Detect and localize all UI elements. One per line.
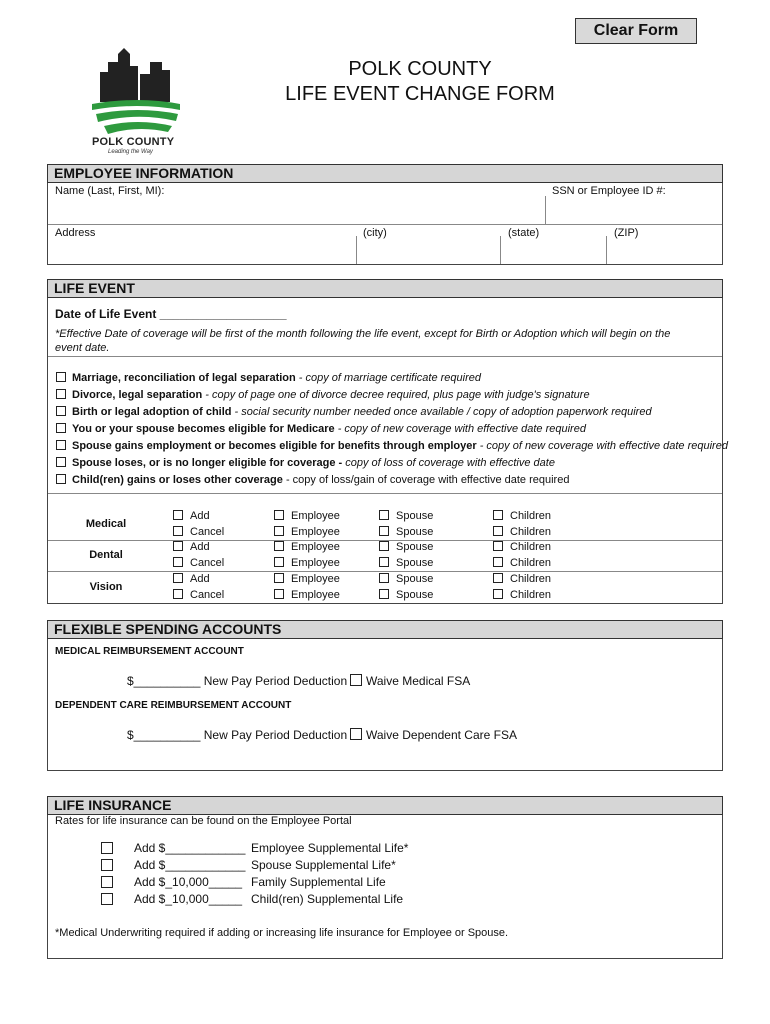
vision-cancel[interactable]: Cancel: [173, 589, 224, 601]
dental-cancel[interactable]: Cancel: [173, 557, 224, 569]
vision-add[interactable]: Add: [173, 573, 210, 585]
life-event-item[interactable]: Spouse loses, or is no longer eligible for coverage - copy of loss of coverage with effective date: [56, 457, 555, 469]
medical-fsa-title: MEDICAL REIMBURSEMENT ACCOUNT: [55, 646, 244, 657]
life-event-item[interactable]: You or your spouse becomes eligible for Medicare - copy of new coverage with effective date required: [56, 423, 586, 435]
checkbox[interactable]: [101, 893, 113, 905]
clear-form-button[interactable]: Clear Form: [575, 18, 697, 44]
name-row-line: [48, 224, 722, 225]
checkbox[interactable]: [56, 406, 66, 416]
checkbox[interactable]: [56, 440, 66, 450]
dental-add-employee[interactable]: Employee: [274, 541, 340, 553]
life-event-item[interactable]: Birth or legal adoption of child - social security number needed once available / copy of adoption paperwork required: [56, 406, 652, 418]
medical-cancel-children[interactable]: Children: [493, 526, 551, 538]
logo-tagline: Leading the Way: [108, 149, 153, 155]
life-event-item[interactable]: Marriage, reconciliation of legal separation - copy of marriage certificate required: [56, 372, 481, 384]
medical-add[interactable]: Add: [173, 510, 210, 522]
ssn-divider: [545, 196, 546, 224]
life-event-item[interactable]: Divorce, legal separation - copy of page one of divorce decree required, plus page with judge's signature: [56, 389, 590, 401]
form-title-line2: LIFE EVENT CHANGE FORM: [285, 83, 555, 105]
vision-cancel-children[interactable]: Children: [493, 589, 551, 601]
life-event-item[interactable]: Spouse gains employment or becomes eligible for benefits through employer - copy of new coverage with effective date required: [56, 440, 728, 452]
life-event-item[interactable]: Child(ren) gains or loses other coverage - copy of loss/gain of coverage with effective date required: [56, 474, 569, 486]
checkbox[interactable]: [56, 457, 66, 467]
form-title-line1: POLK COUNTY: [348, 58, 492, 80]
life-insurance-heading: LIFE INSURANCE: [47, 796, 723, 815]
dependent-fsa-title: DEPENDENT CARE REIMBURSEMENT ACCOUNT: [55, 700, 292, 711]
waive-dependent-checkbox[interactable]: [350, 728, 362, 740]
waive-dependent-label: Waive Dependent Care FSA: [366, 728, 517, 742]
dental-cancel-children[interactable]: Children: [493, 557, 551, 569]
waive-medical-label: Waive Medical FSA: [366, 674, 471, 688]
fsa-heading: FLEXIBLE SPENDING ACCOUNTS: [47, 620, 723, 639]
effective-date-note: *Effective Date of coverage will be first of the month following the life event, except for Birth or Adoption which will begin on the: [55, 328, 671, 340]
zip-label: (ZIP): [614, 227, 639, 239]
medical-add-employee[interactable]: Employee: [274, 510, 340, 522]
medical-label: Medical: [85, 518, 127, 530]
medical-cancel-employee[interactable]: Employee: [274, 526, 340, 538]
dental-add[interactable]: Add: [173, 541, 210, 553]
dental-cancel-spouse[interactable]: Spouse: [379, 557, 433, 569]
dental-add-spouse[interactable]: Spouse: [379, 541, 433, 553]
medical-cancel-spouse[interactable]: Spouse: [379, 526, 433, 538]
checkbox[interactable]: [56, 389, 66, 399]
dental-cancel-employee[interactable]: Employee: [274, 557, 340, 569]
ssn-label: SSN or Employee ID #:: [552, 185, 666, 197]
address-label: Address: [55, 227, 96, 239]
ssn-field[interactable]: [548, 196, 720, 222]
state-label: (state): [508, 227, 540, 239]
state-divider: [500, 236, 501, 264]
grid-row-line: [48, 571, 722, 572]
checkbox[interactable]: [101, 859, 113, 871]
checkbox[interactable]: [56, 372, 66, 382]
underwriting-footnote: *Medical Underwriting required if adding or increasing life insurance for Employee or Spouse.: [55, 927, 509, 939]
vision-add-children[interactable]: Children: [493, 573, 551, 585]
zip-divider: [606, 236, 607, 264]
vision-add-spouse[interactable]: Spouse: [379, 573, 433, 585]
medical-fsa-amount[interactable]: $__________ New Pay Period Deduction: [127, 674, 348, 688]
fsa-section: [47, 620, 723, 771]
checkbox[interactable]: [56, 423, 66, 433]
employee-heading: EMPLOYEE INFORMATION: [47, 164, 723, 183]
address-field[interactable]: [55, 238, 353, 262]
medical-add-spouse[interactable]: Spouse: [379, 510, 433, 522]
checkbox[interactable]: [56, 474, 66, 484]
name-label: Name (Last, First, MI):: [55, 185, 165, 197]
waive-medical-checkbox[interactable]: [350, 674, 362, 686]
vision-add-employee[interactable]: Employee: [274, 573, 340, 585]
note-divider: [48, 356, 722, 357]
life-insurance-note: Rates for life insurance can be found on the Employee Portal: [55, 815, 352, 827]
items-divider: [48, 493, 722, 494]
medical-add-children[interactable]: Children: [493, 510, 551, 522]
medical-cancel[interactable]: Cancel: [173, 526, 224, 538]
city-divider: [356, 236, 357, 264]
checkbox[interactable]: [101, 876, 113, 888]
dependent-fsa-amount[interactable]: $__________ New Pay Period Deduction: [127, 728, 348, 742]
checkbox[interactable]: [101, 842, 113, 854]
dental-add-children[interactable]: Children: [493, 541, 551, 553]
life-event-heading: LIFE EVENT: [47, 279, 723, 298]
effective-date-note-2: event date.: [55, 342, 110, 354]
city-label: (city): [363, 227, 387, 239]
dental-label: Dental: [89, 549, 123, 561]
name-field[interactable]: [55, 196, 543, 222]
vision-label: Vision: [89, 581, 123, 593]
logo-wordmark: POLK COUNTY: [92, 136, 175, 148]
date-of-life-event[interactable]: Date of Life Event ___________________: [55, 307, 287, 321]
vision-cancel-employee[interactable]: Employee: [274, 589, 340, 601]
vision-cancel-spouse[interactable]: Spouse: [379, 589, 433, 601]
